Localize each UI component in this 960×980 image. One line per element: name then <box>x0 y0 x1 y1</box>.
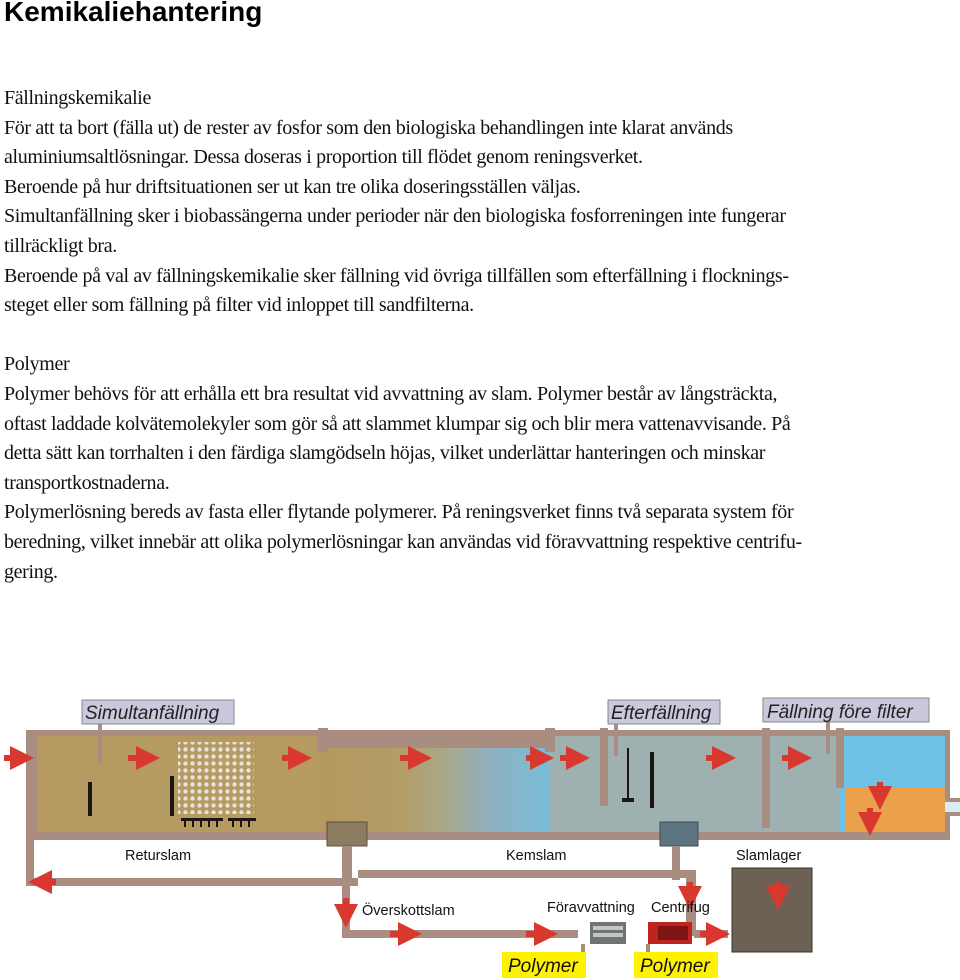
paragraph-line: Polymerlösning bereds av fasta eller flytande polymerer. På reningsverket finns två separata system för <box>4 501 794 524</box>
label-kemslam: Kemslam <box>506 848 567 864</box>
dosing-label-efter <box>608 700 720 724</box>
label-foravvattning: Föravvattning <box>547 900 635 916</box>
paragraph-line: beredning, vilket innebär att olika polymerlösningar kan användas vid föravvattning respektive centrifu- <box>4 530 802 553</box>
body-text <box>4 84 954 587</box>
sand-filter <box>846 788 945 832</box>
sludge-storage-tank <box>732 868 812 952</box>
sludge-hopper-1 <box>327 822 367 846</box>
centrifuge <box>648 922 692 944</box>
paragraph-line: transportkostnaderna. <box>4 471 170 494</box>
section-heading-polymer: Polymer <box>4 353 70 376</box>
outlet-pipe <box>945 798 960 816</box>
svg-text:Efterfällning: Efterfällning <box>611 703 712 724</box>
paragraph-line: steget eller som fällning på filter vid inloppet till sandfilterna. <box>4 294 474 317</box>
svg-text:Simultanfällning: Simultanfällning <box>85 703 220 724</box>
pre-dewatering-unit <box>590 922 626 944</box>
section-heading-fallningskemikalie: Fällningskemikalie <box>4 87 152 109</box>
dosing-label-simultan <box>82 700 234 724</box>
sludge-hopper-2 <box>660 822 698 846</box>
paragraph-line: Beroende på val av fällningskemikalie sker fällning vid övriga tillfällen som efterfällning i flocknings- <box>4 264 789 287</box>
page-title: Kemikaliehantering <box>4 0 263 27</box>
aeration-grid <box>178 742 254 814</box>
paragraph-line: Polymer behövs för att erhålla ett bra resultat vid avvattning av slam. Polymer består av långsträckta, <box>4 382 778 405</box>
svg-text:Polymer: Polymer <box>508 956 578 977</box>
paragraph-line: oftast laddade kolvätemolekyler som gör så att slammet klumpar sig och blir mera vattenavvisande. På <box>4 412 791 435</box>
label-slamlager: Slamlager <box>736 848 802 864</box>
paragraph-line: tillräckligt bra. <box>4 234 117 257</box>
svg-text:Polymer: Polymer <box>640 956 710 977</box>
paragraph-line: aluminiumsaltlösningar. Dessa doseras i proportion till flödet genom reningsverket. <box>4 146 643 169</box>
paragraph-line: För att ta bort (fälla ut) de rester av fosfor som den biologiska behandlingen inte klarat används <box>4 116 733 139</box>
dosing-label-filter <box>763 698 929 723</box>
paragraph-line: gering. <box>4 560 58 583</box>
polymer-label-2 <box>634 952 718 978</box>
label-returslam: Returslam <box>125 848 192 864</box>
paragraph-line: Simultanfällning sker i biobassängerna under perioder när den biologiska fosforreningen inte fungerar <box>4 205 786 228</box>
paragraph-line: Beroende på hur driftsituationen ser ut kan tre olika doseringsställen väljas. <box>4 175 581 198</box>
paragraph-line: detta sätt kan torrhalten i den färdiga slamgödseln höjas, vilket underlättar hanteringen och minskar <box>4 442 766 465</box>
label-centrifug: Centrifug <box>651 900 710 916</box>
process-diagram <box>0 690 960 980</box>
label-overskottslam: Överskottslam <box>362 903 455 919</box>
svg-text:Fällning före filter: Fällning före filter <box>767 702 913 723</box>
polymer-label-1 <box>502 952 586 978</box>
